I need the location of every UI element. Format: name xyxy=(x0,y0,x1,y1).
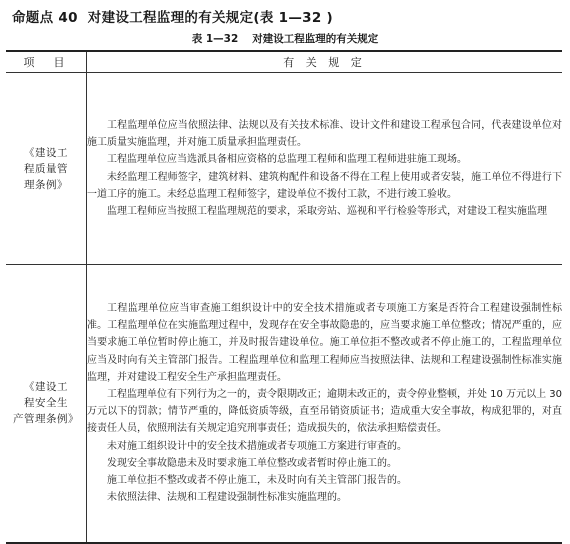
row-paragraph: 工程监理单位应当审查施工组织设计中的安全技术措施或者专项施工方案是否符合工程建设强制性标准。工程监理单位在实施监理过程中，发现存在安全事故隐患的，应当要求施工单位整改；情况严重的，应当要求施工单位暂时停止施工，并及时报告建设单位。施工单位拒不整改或者不停止施工的，工程监理单位应当及时向有关主管部门报告。工程监理单位和监理工程师应当按照法律、法规和工程建设强制性标准实施监理，并对建设工程安全生产承担监理责任。 xyxy=(87,303,562,383)
regulations-table xyxy=(6,50,562,544)
row-paragraph: 工程监理单位有下列行为之一的，责令限期改正；逾期未改正的，责令停业整顿，并处 10 万元以上 30 万元以下的罚款；情节严重的，降低资质等级，直至吊销资质证书；造成重大安全事故，构成犯罪的，对直接责任人员，依照刑法有关规定追究刑事责任；造成损失的，依法承担赔偿责任。 xyxy=(87,389,562,435)
row-item-line: 《建设工 xyxy=(24,146,68,159)
table-row xyxy=(6,73,562,265)
section-title: 对建设工程监理的有关规定(表 1—32 ) xyxy=(87,10,334,26)
row-item-line: 《建设工 xyxy=(24,381,68,394)
row-paragraph: 监理工程师应当按照工程监理规范的要求，采取旁站、巡视和平行检验等形式，对建设工程实施监理 xyxy=(107,205,547,217)
section-label: 命题点 40 xyxy=(12,10,78,26)
row-item-line: 产管理条例》 xyxy=(13,413,79,426)
table-header-row xyxy=(6,51,562,73)
row-paragraph: 施工单位拒不整改或者不停止施工，未及时向有关主管部门报告的。 xyxy=(107,475,407,487)
row-paragraph: 未经监理工程师签字，建筑材料、建筑构配件和设备不得在工程上使用或者安装，施工单位不得进行下一道工序的施工。未经总监理工程师签字，建设单位不拨付工款，不进行竣工验收。 xyxy=(87,171,562,200)
row-paragraph: 工程监理单位应当依照法律、法规以及有关技术标准、设计文件和建设工程承包合同，代表建设单位对施工质量实施监理，并对施工质量承担监理责任。 xyxy=(87,119,562,149)
row-item-cell xyxy=(6,73,87,265)
table-caption-number: 表 1—32 xyxy=(191,33,239,45)
row-paragraph: 发现安全事故隐患未及时要求施工单位整改或者暂时停止施工的。 xyxy=(107,457,397,469)
row-paragraph: 未依照法律、法规和工程建设强制性标准实施监理的。 xyxy=(107,492,347,504)
row-item-line: 程质量管 xyxy=(24,162,68,175)
row-content-cell xyxy=(87,73,563,265)
header-content: 有 关 规 定 xyxy=(87,51,563,73)
row-item-line: 理条例》 xyxy=(24,178,68,191)
row-paragraph: 工程监理单位应当选派具备相应资格的总监理工程师和监理工程师进驻施工现场。 xyxy=(107,154,467,166)
header-item: 项 目 xyxy=(6,51,87,73)
table-caption xyxy=(0,31,570,46)
section-heading xyxy=(12,6,333,26)
row-item-cell xyxy=(6,265,87,543)
row-content-cell xyxy=(87,265,563,543)
row-paragraph: 未对施工组织设计中的安全技术措施或者专项施工方案进行审查的。 xyxy=(107,440,407,452)
row-item-line: 程安全生 xyxy=(24,397,68,410)
table-caption-text: 对建设工程监理的有关规定 xyxy=(252,33,379,45)
table-row xyxy=(6,265,562,543)
